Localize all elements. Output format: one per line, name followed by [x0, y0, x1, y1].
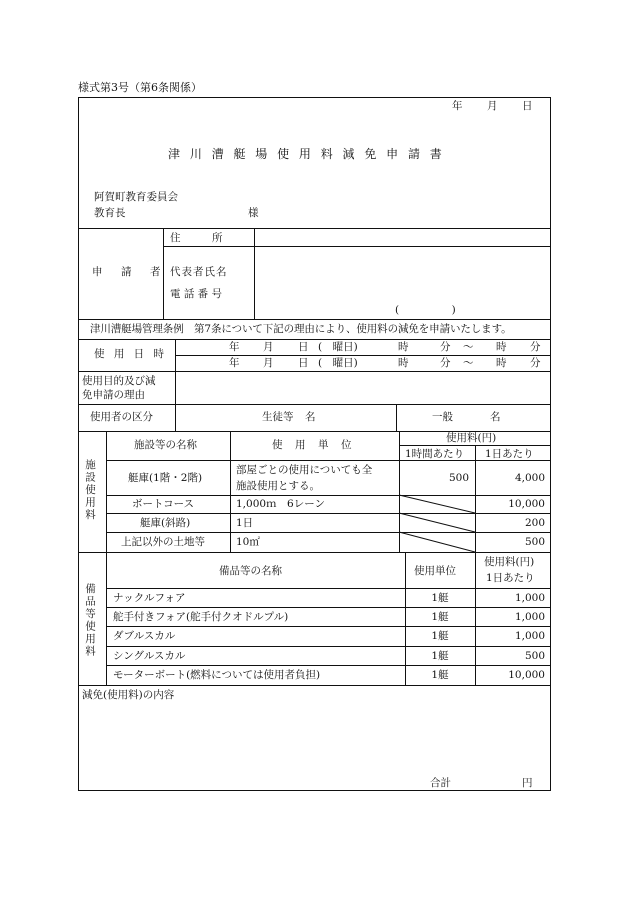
students-label: 生徒等: [262, 411, 294, 423]
total-label: 合計: [430, 777, 451, 789]
date-year-label: 年: [452, 100, 463, 112]
facility-header-name: 施設等の名称: [134, 439, 197, 451]
facility-header-hour: 1時間あたり: [405, 448, 465, 460]
purpose-label-2: 免申請の理由: [82, 389, 145, 401]
equipment-header-fee-1: 使用料(円): [484, 556, 535, 568]
representative-label: 代表者氏名: [170, 266, 228, 278]
usage-datetime-label: 使 用 日 時: [94, 348, 168, 360]
address-label: 住 所: [170, 232, 223, 244]
addressee-honorific: 様: [248, 207, 259, 219]
phone-parens: ( ): [395, 304, 456, 316]
date-month-label: 月: [487, 100, 498, 112]
addressee-org: 阿賀町教育委員会: [94, 191, 178, 203]
applicant-label: 申 請 者: [92, 266, 165, 278]
total-yen: 円: [522, 777, 533, 789]
facility-header-fee: 使用料(円): [446, 432, 497, 444]
facility-header-day: 1日あたり: [485, 448, 534, 460]
equipment-section-label: 備品等使用料: [84, 583, 96, 658]
purpose-label-1: 使用目的及び減: [82, 375, 156, 387]
reduction-label: 減免(使用料)の内容: [82, 689, 175, 701]
form-number: 様式第3号（第6条関係）: [78, 81, 202, 94]
equipment-header-fee-2: 1日あたり: [486, 572, 535, 584]
strike-line: [399, 532, 475, 552]
form-title: 津 川 漕 艇 場 使 用 料 減 免 申 請 書: [168, 147, 445, 161]
strike-line: [399, 513, 475, 532]
facility-section-label: 施設使用料: [84, 459, 96, 522]
phone-label: 電 話 番 号: [170, 288, 223, 300]
equipment-header-name: 備品等の名称: [219, 565, 282, 577]
facility-header-unit: 使 用 単 位: [272, 439, 353, 451]
addressee-position: 教育長: [94, 207, 126, 219]
user-category-label: 使用者の区分: [90, 411, 153, 423]
date-day-label: 日: [522, 100, 533, 112]
general-label: 一般: [432, 411, 453, 423]
general-unit: 名: [490, 411, 501, 423]
strike-line: [399, 495, 475, 513]
equipment-header-unit: 使用単位: [414, 565, 456, 577]
statement-text: 津川漕艇場管理条例 第7条について下記の理由により、使用料の減免を申請いたします。: [90, 323, 512, 335]
students-unit: 名: [305, 411, 316, 423]
